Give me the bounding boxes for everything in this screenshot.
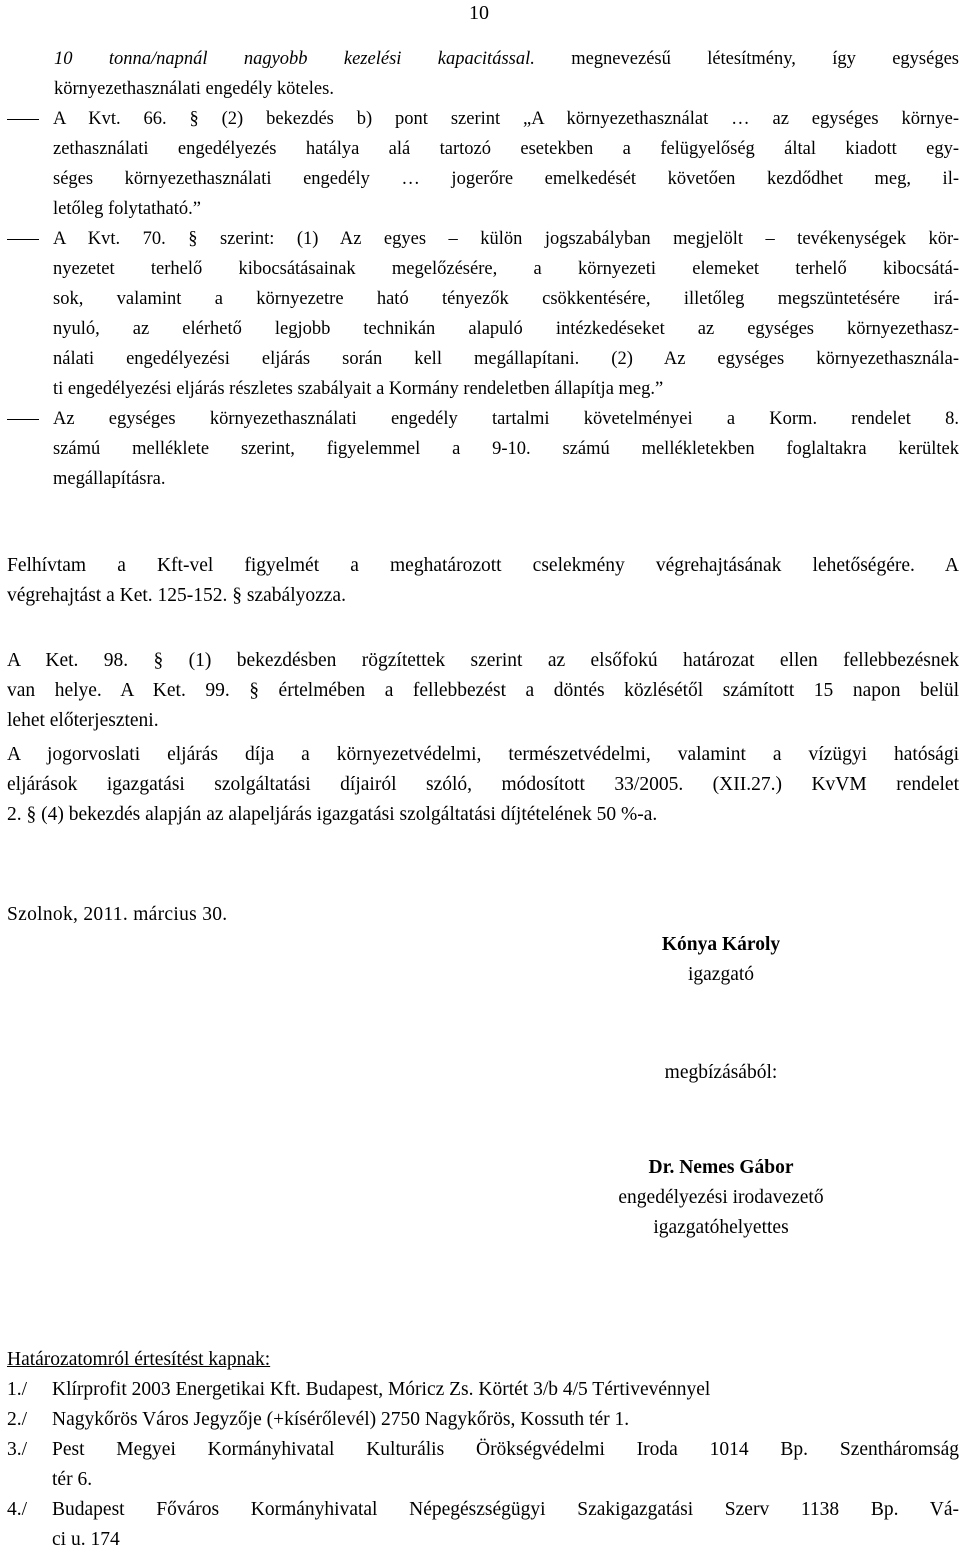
bullet-4-line: számú melléklete szerint, figyelemmel a 9-10. számú mellékletekben foglaltakra kerültek: [53, 439, 959, 459]
list-item: [7, 1495, 959, 1555]
enforcement-paragraph: [7, 551, 959, 611]
place-date-text: Szolnok, 2011. március 30.: [7, 904, 228, 925]
bullet-dash: [7, 419, 39, 420]
bullet-2: [7, 104, 959, 224]
list-item: [7, 1405, 959, 1435]
signer-name: Dr. Nemes Gábor: [648, 1157, 794, 1178]
list-item-line: tér 6.: [52, 1469, 93, 1490]
paragraph-line: A jogorvoslati eljárás díja a környezetvédelmi, természetvédelmi, valamint a vízügyi hatósági: [7, 744, 959, 765]
list-item-number: 3./: [7, 1439, 28, 1460]
place-date: [7, 900, 959, 930]
paragraph-line: végrehajtást a Ket. 125-152. § szabályozza.: [7, 585, 346, 606]
bullet-1-italic: 10 tonna/napnál nagyobb kezelési kapacitással.: [54, 49, 535, 69]
bullet-dash: [7, 239, 39, 240]
list-item-line: ci u. 174: [52, 1529, 120, 1550]
paragraph-line: eljárások igazgatási szolgáltatási díjairól szóló, módosított 33/2005. (XII.27.) KvVM rendelet: [7, 774, 959, 795]
on-behalf-block: [571, 1058, 871, 1088]
on-behalf-text: megbízásából:: [664, 1062, 778, 1083]
bullet-3-line: nyezetet terhelő kibocsátásainak megelőzésére, a környezeti elemeket terhelő kibocsátá-: [53, 259, 959, 279]
bullet-2-line: zethasználati engedélyezés hatálya alá tartozó esetekben a felügyelőség által kiadott egy-: [53, 139, 959, 159]
appeal-paragraph: [7, 646, 959, 736]
bullet-1-line-1: [7, 44, 959, 74]
bullet-dash: [7, 119, 39, 120]
bullet-3-line: sok, valamint a környezetre ható tényezők csökkentésére, illetőleg megszüntetésére irá-: [53, 289, 959, 309]
paragraph-line: 2. § (4) bekezdés alapján az alapeljárás igazgatási szolgáltatási díjtételének 50 %-a.: [7, 804, 658, 825]
bullet-2-line: A Kvt. 66. § (2) bekezdés b) pont szerint „A környezethasználat … az egységes környe-: [53, 109, 959, 129]
list-item: [7, 1435, 959, 1495]
bullet-4-line: Az egységes környezethasználati engedély tartalmi követelményei a Korm. rendelet 8.: [53, 409, 959, 429]
signer-name: Kónya Károly: [661, 934, 781, 955]
bullet-3-line: ti engedélyezési eljárás részletes szabályait a Kormány rendeletben állapítja meg.”: [53, 379, 664, 399]
paragraph-line: van helye. A Ket. 99. § értelmében a fellebbezést a döntés közlésétől számított 15 napon belül: [7, 680, 959, 701]
signer-title: igazgató: [687, 964, 755, 985]
bullet-list: [7, 44, 959, 494]
fee-paragraph: [7, 740, 959, 830]
list-item-line: Budapest Főváros Kormányhivatal Népegészségügyi Szakigazgatási Szerv 1138 Bp. Vá-: [52, 1499, 959, 1520]
bullet-4-line: megállapításra.: [53, 469, 166, 489]
list-item-line: Pest Megyei Kormányhivatal Kulturális Örökségvédelmi Iroda 1014 Bp. Szentháromság: [52, 1439, 959, 1460]
list-item-line: Nagykőrös Város Jegyzője (+kísérőlevél) 2750 Nagykőrös, Kossuth tér 1.: [52, 1409, 630, 1430]
bullet-2-line: letőleg folytatható.”: [53, 199, 201, 219]
bullet-1-rest: megnevezésű létesítmény, így egységes: [534, 49, 959, 69]
bullet-3: [7, 224, 959, 404]
paragraph-line: lehet előterjeszteni.: [7, 710, 159, 731]
bullet-4: [7, 404, 959, 494]
list-item-number: 1./: [7, 1379, 28, 1400]
signature-block-deputy: [571, 1153, 871, 1243]
list-item-line: Klírprofit 2003 Energetikai Kft. Budapest, Móricz Zs. Körtét 3/b 4/5 Tértivevénnyel: [52, 1379, 711, 1400]
list-item: [7, 1375, 959, 1405]
recipients-heading: Határozatomról értesítést kapnak:: [7, 1349, 271, 1370]
bullet-3-line: nálati engedélyezési eljárás során kell megállapítani. (2) Az egységes környezethasználа-: [53, 349, 959, 369]
bullet-3-line: A Kvt. 70. § szerint: (1) Az egyes – külön jogszabályban megjelölt – tevékenységek kör-: [53, 229, 959, 249]
paragraph-line: A Ket. 98. § (1) bekezdésben rögzítettek szerint az elsőfokú határozat ellen fellebbezésnek: [7, 650, 959, 671]
signer-title: engedélyezési irodavezető: [618, 1187, 824, 1208]
paragraph-line: Felhívtam a Kft-vel figyelmét a meghatározott cselekmény végrehajtásának lehetőségére. A: [7, 555, 959, 576]
list-item-number: 2./: [7, 1409, 28, 1430]
page-number: 10: [469, 2, 489, 24]
signer-title: igazgatóhelyettes: [653, 1217, 789, 1238]
list-item-number: 4./: [7, 1499, 28, 1520]
bullet-3-line: nyuló, az elérhető legjobb technikán alapuló intézkedéseket az egységes környezethasz-: [53, 319, 959, 339]
bullet-1-line-2: környezethasználati engedély köteles.: [54, 79, 334, 99]
signature-block-director: [571, 930, 871, 990]
recipients-list: [7, 1345, 959, 1555]
bullet-2-line: séges környezethasználati engedély … jogerőre emelkedését követően kezdődhet meg, il-: [53, 169, 959, 189]
